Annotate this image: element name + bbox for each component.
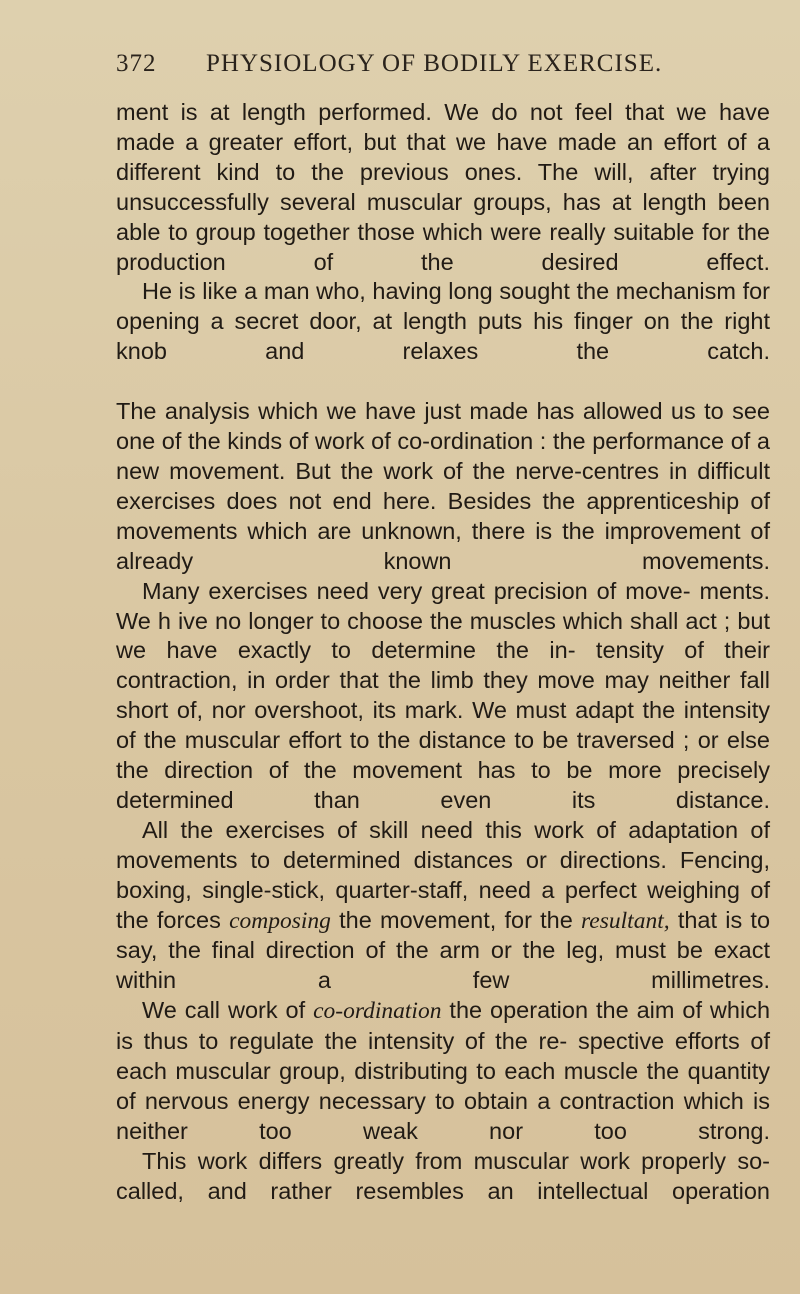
emphasis-composing: composing	[229, 907, 331, 934]
paragraph-analysis: The analysis which we have just made has allowed us to see one of the kinds of work of co-ordination : the performance of a new movement. But the work of the nerve-centres in difficult exercises does not end here. Besides the apprenticeship of movements which are unknown, there is the improvement of already known movements.	[116, 398, 770, 574]
page-header	[116, 50, 756, 90]
page-number: 372	[116, 50, 157, 77]
paragraph-skill: All the exercises of skill need this work of adaptation of movements to determined distances or directions. Fencing, boxing, single-stick, quarter-staff, need a perfect weighing of the forces composing the movement, for the resultant, that is to say, the final direction of the arm or the leg, must be exact within a few millimetres.	[116, 816, 771, 994]
paragraph-intellectual-operation: This work differs greatly from muscular work properly so-called, and rather resembles an intellectual operation	[116, 1147, 770, 1204]
paragraph-continuation: ment is at length performed. We do not feel that we have made a greater effort, but that we have made an effort of a different kind to the previous ones. The will, after trying unsuccessfully several muscular groups, has at length been able to group together those which were really suitable for the production of the desired effect.	[116, 99, 770, 275]
paragraph-precision: Many exercises need very great precision of move- ments. We h ive no longer to choose the muscles which shall act ; but we have exactly to determine the in- tensity of their contraction, in order that the limb they move may neither fall short of, nor overshoot, its mark. We must adapt the intensity of the muscular effort to the distance to be traversed ; or else the direction of the movement has to be more precisely determined than even its distance.	[116, 577, 770, 813]
emphasis-co-ordination: co-ordination	[313, 998, 442, 1025]
running-title: PHYSIOLOGY OF BODILY EXERCISE.	[206, 50, 663, 77]
body-text	[116, 98, 770, 1207]
emphasis-resultant: resultant,	[581, 907, 670, 934]
paragraph-coordination-definition: We call work of co-ordination the operation the aim of which is thus to regulate the intensity of the re- spective efforts of each muscular group, distributing to each muscle the quantity of nervous energy necessary to obtain a contraction which is neither too weak nor too strong.	[116, 997, 771, 1144]
paragraph-secret-door: He is like a man who, having long sought the mechanism for opening a secret door, at length puts his finger on the right knob and relaxes the catch.	[116, 278, 770, 365]
